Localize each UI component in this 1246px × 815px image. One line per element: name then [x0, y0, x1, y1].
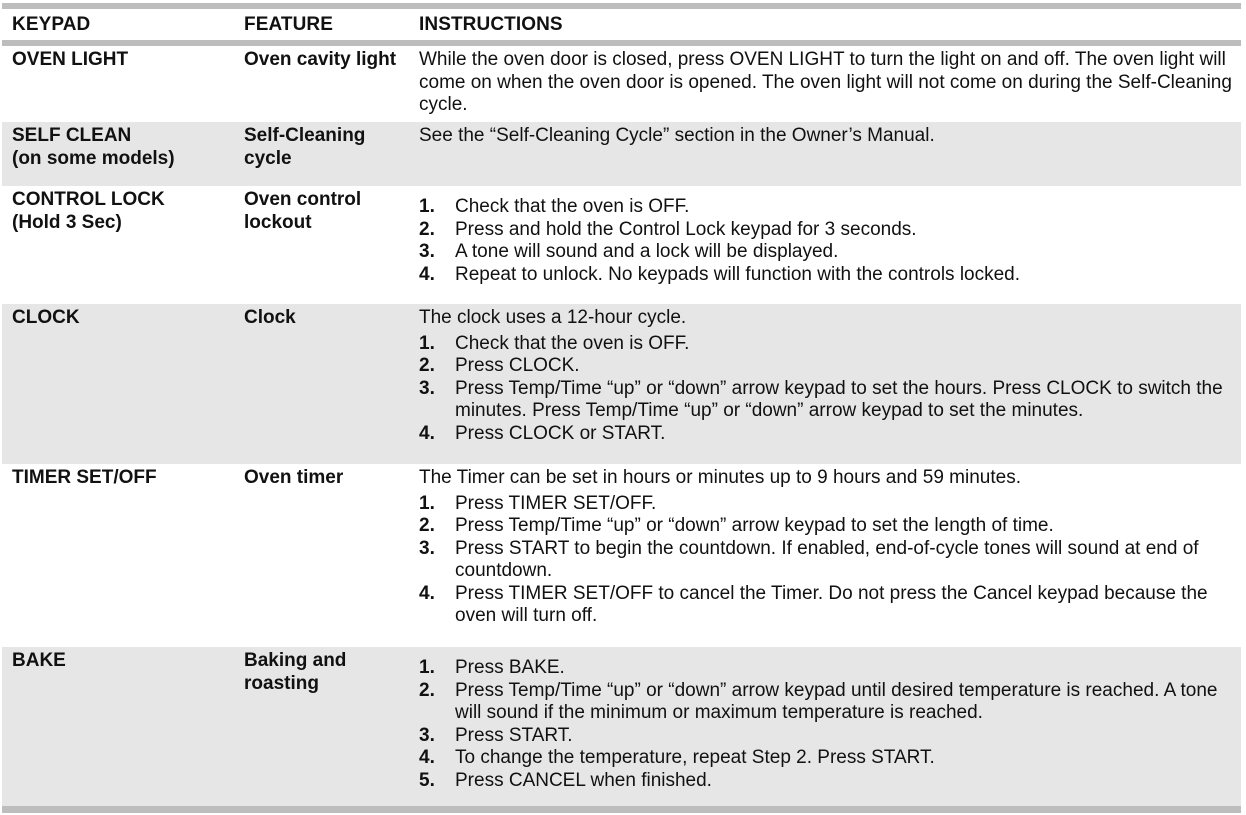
step-item [419, 538, 1233, 583]
step-number: 3. [419, 241, 435, 262]
step-number: 3. [419, 537, 435, 559]
keypad-name: BAKE [12, 650, 66, 671]
step-item [419, 770, 1233, 793]
steps-list [419, 333, 1233, 446]
feature-cell: Self-Cleaning cycle [244, 125, 366, 169]
step-number: 2. [419, 679, 435, 701]
keypad-cell [2, 122, 244, 186]
step-text: Press CLOCK. [455, 355, 580, 376]
keypad-cell [2, 186, 244, 304]
table-header-row [2, 9, 1241, 40]
step-item [419, 747, 1233, 770]
step-text: Press START. [455, 724, 573, 746]
step-text: Press TIMER SET/OFF. [455, 492, 657, 514]
keypad-name: TIMER SET/OFF [12, 467, 157, 488]
instructions-cell [409, 304, 1241, 464]
keypad-note: (on some models) [12, 147, 175, 169]
table-row-timer [2, 464, 1241, 647]
step-text: To change the temperature, repeat Step 2. Press START. [455, 747, 935, 768]
step-number: 4. [419, 747, 435, 768]
step-number: 4. [419, 263, 435, 285]
step-number: 2. [419, 355, 435, 376]
keypad-note: (Hold 3 Sec) [12, 211, 122, 233]
keypad-name: CLOCK [12, 307, 80, 328]
step-text: Press CLOCK or START. [455, 422, 666, 444]
step-text: Press and hold the Control Lock keypad for 3 seconds. [455, 218, 917, 240]
table-row-self-clean [2, 122, 1241, 186]
step-item [419, 657, 1233, 680]
steps-list [419, 657, 1233, 792]
step-number: 1. [419, 196, 435, 217]
instructions-cell [409, 186, 1241, 304]
keypad-features-table [2, 3, 1241, 813]
step-item [419, 196, 1233, 219]
header-instructions: INSTRUCTIONS [419, 13, 563, 35]
instructions-cell [409, 46, 1241, 122]
step-number: 4. [419, 582, 435, 604]
feature-cell: Clock [244, 307, 296, 328]
step-text: Press BAKE. [455, 657, 565, 678]
feature-cell: Oven control lockout [244, 189, 362, 233]
step-number: 1. [419, 492, 435, 514]
instructions-intro: The clock uses a 12-hour cycle. [419, 307, 687, 328]
step-number: 2. [419, 218, 435, 240]
step-item [419, 378, 1233, 423]
step-text: Press Temp/Time “up” or “down” arrow keypad to set the length of time. [455, 515, 1054, 536]
feature-cell: Oven cavity light [244, 49, 397, 70]
step-item [419, 583, 1233, 628]
instructions-cell [409, 122, 1241, 186]
keypad-cell [2, 304, 244, 464]
keypad-name: OVEN LIGHT [12, 49, 129, 70]
step-number: 3. [419, 724, 435, 746]
step-number: 1. [419, 657, 435, 678]
step-text: Press TIMER SET/OFF to cancel the Timer. Do not press the Cancel keypad because the oven will turn off. [455, 582, 1208, 626]
step-text: Press START to begin the countdown. If enabled, end-of-cycle tones will sound at end of countdown. [455, 537, 1199, 581]
step-number: 4. [419, 422, 435, 444]
step-item [419, 680, 1233, 725]
step-item [419, 515, 1233, 538]
feature-cell: Baking and roasting [244, 650, 347, 694]
bottom-rule [2, 806, 1241, 813]
step-item [419, 493, 1233, 516]
instructions-text: See the “Self-Cleaning Cycle” section in the Owner’s Manual. [419, 125, 935, 146]
step-number: 5. [419, 769, 435, 791]
table-row-control-lock [2, 186, 1241, 304]
keypad-name: CONTROL LOCK [12, 189, 165, 210]
header-keypad: KEYPAD [12, 13, 91, 35]
step-item [419, 219, 1233, 242]
step-item [419, 264, 1233, 287]
step-item [419, 423, 1233, 446]
step-text: A tone will sound and a lock will be displayed. [455, 241, 839, 262]
table-row-oven-light [2, 46, 1241, 122]
step-text: Check that the oven is OFF. [455, 332, 690, 354]
steps-list [419, 493, 1233, 628]
keypad-cell [2, 46, 244, 122]
table-row-clock [2, 304, 1241, 464]
keypad-cell [2, 647, 244, 806]
step-item [419, 333, 1233, 356]
step-text: Press Temp/Time “up” or “down” arrow keypad until desired temperature is reached. A tone will sound if the minimum or maximum temperature is reached. [455, 679, 1218, 723]
step-item [419, 355, 1233, 378]
step-text: Press Temp/Time “up” or “down” arrow keypad to set the hours. Press CLOCK to switch the minutes. Press Temp/Time “up” or “down” arrow keypad to set the minutes. [455, 377, 1223, 421]
step-number: 3. [419, 377, 435, 399]
step-item [419, 241, 1233, 264]
instructions-cell [409, 464, 1241, 647]
instructions-cell [409, 647, 1241, 806]
step-text: Press CANCEL when finished. [455, 769, 712, 791]
keypad-cell [2, 464, 244, 647]
step-text: Repeat to unlock. No keypads will function with the controls locked. [455, 263, 1021, 285]
step-number: 1. [419, 332, 435, 354]
header-feature: FEATURE [244, 13, 334, 35]
step-number: 2. [419, 515, 435, 536]
keypad-name: SELF CLEAN [12, 125, 132, 146]
instructions-text: While the oven door is closed, press OVEN LIGHT to turn the light on and off. The oven light will come on when the oven door is opened. The oven light will not come on during the Self-Cleaning cycle. [419, 49, 1232, 115]
step-text: Check that the oven is OFF. [455, 196, 690, 217]
instructions-intro: The Timer can be set in hours or minutes up to 9 hours and 59 minutes. [419, 467, 1021, 488]
feature-cell: Oven timer [244, 467, 344, 488]
steps-list [419, 196, 1233, 286]
step-item [419, 725, 1233, 748]
table-row-bake [2, 647, 1241, 806]
